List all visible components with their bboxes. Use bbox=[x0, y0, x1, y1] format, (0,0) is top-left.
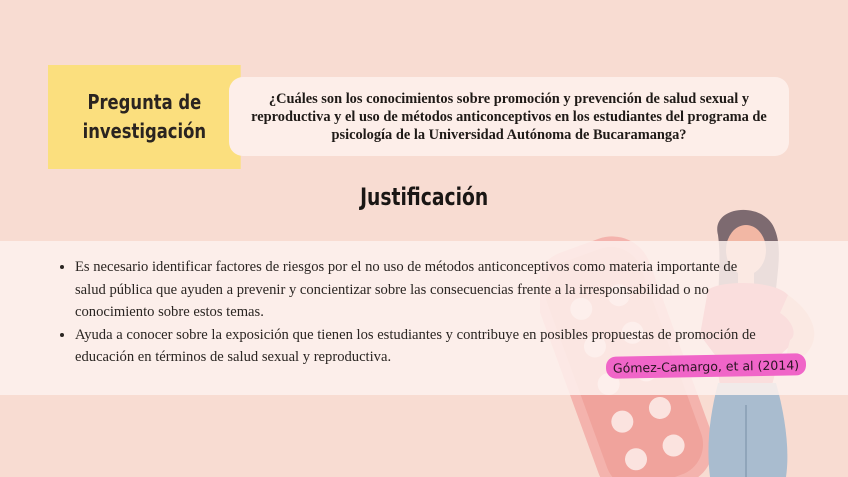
justification-title-text: Justificación bbox=[359, 183, 489, 211]
research-question-text: ¿Cuáles son los conocimientos sobre promoción y prevención de salud sexual y reproductiva y el uso de métodos anticonceptivos en los estudiantes del programa de psicología de la Universidad Autónoma de Bucaramanga? bbox=[251, 90, 767, 143]
justification-bullet: • Ayuda a conocer sobre la exposición que tienen los estudiantes y contribuye en posibles propuestas de promoción de educación en términos de salud sexual y reproductiva. bbox=[75, 324, 765, 369]
research-question-label bbox=[48, 65, 241, 169]
citation-text: Gómez-Camargo, et al (2014) bbox=[612, 356, 800, 376]
research-question-box bbox=[229, 77, 789, 156]
research-question-label-line1: Pregunta de bbox=[87, 90, 202, 114]
justification-title bbox=[0, 183, 848, 211]
citation-badge bbox=[606, 353, 806, 378]
justification-bullet: • Es necesario identificar factores de riesgos por el no uso de métodos anticonceptivos como materia importante de salud pública que ayuden a prevenir y concientizar sobre las consecuencias frente a la irresponsabilidad o no conocimiento sobre estos temas. bbox=[75, 256, 765, 324]
research-question-label-line2: investigación bbox=[82, 119, 207, 143]
justification-bullet-list bbox=[58, 256, 765, 369]
